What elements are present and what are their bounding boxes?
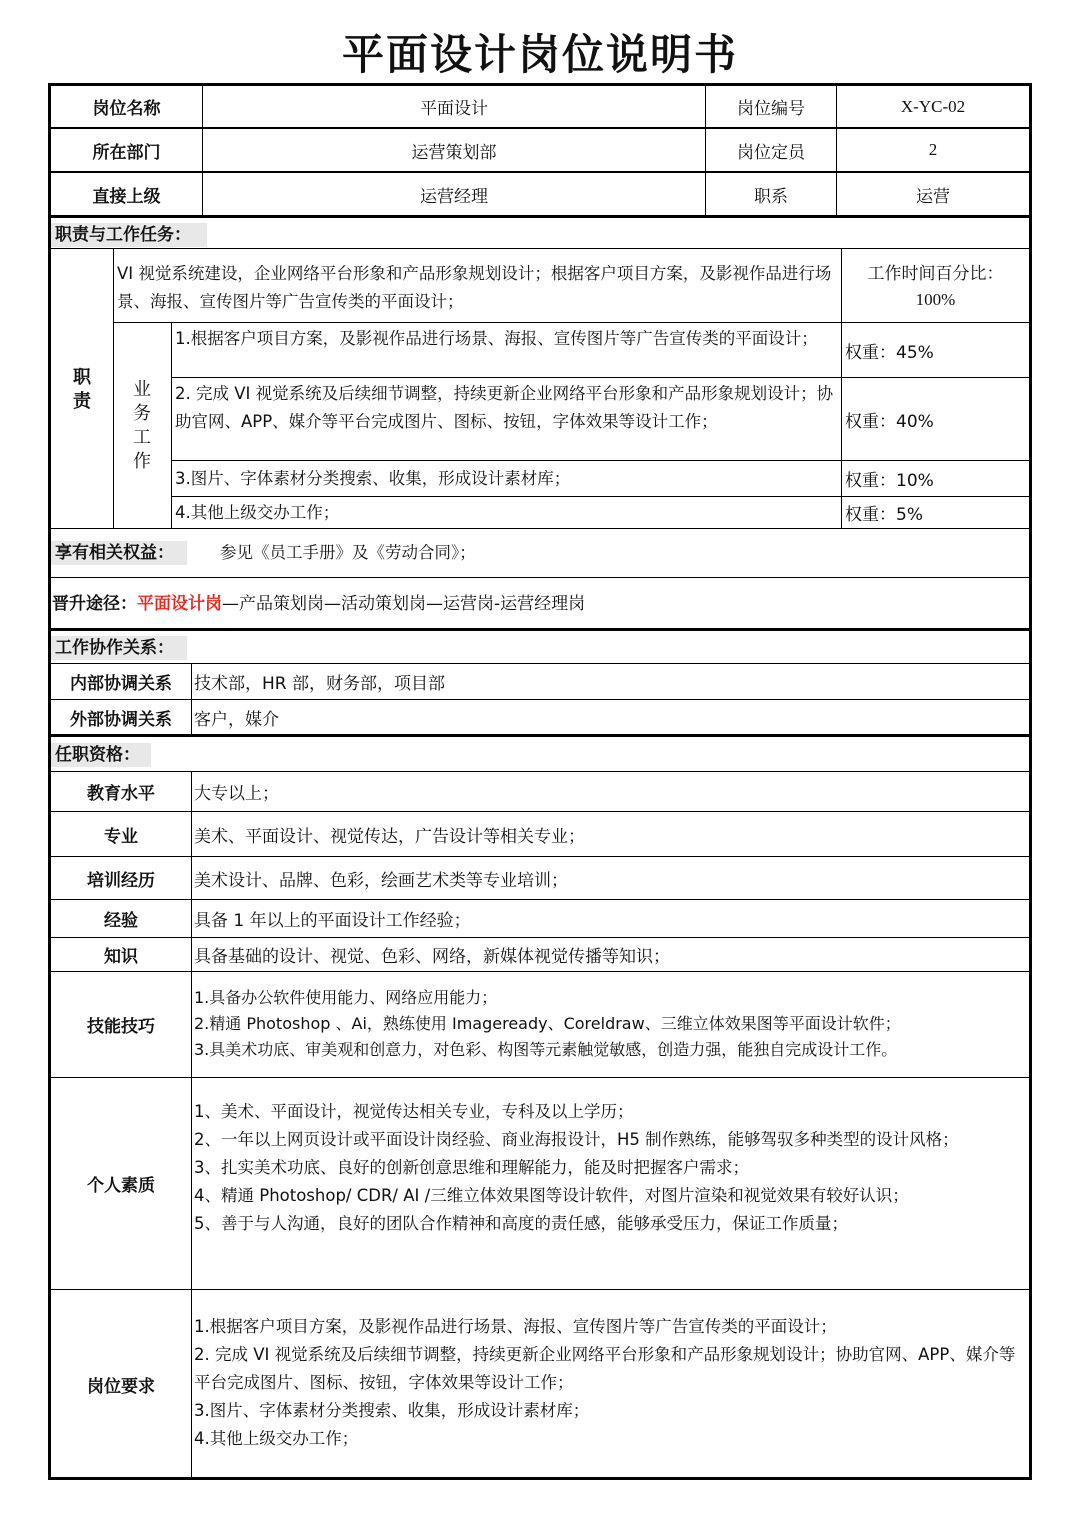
divider [48, 577, 1032, 578]
job-family-value: 运营 [916, 186, 950, 207]
list-item: 5、善于与人沟通，良好的团队合作精神和高度的责任感，能够承受压力，保证工作质量； [194, 1214, 848, 1233]
list-item: 2.精通 Photoshop 、Ai，熟练使用 Imageready、Coreldraw、三维立体效果图等平面设计软件； [194, 1014, 901, 1033]
task-weight: 权重：45% [845, 342, 934, 363]
divider [48, 215, 1032, 218]
headcount-value: 2 [928, 140, 938, 159]
list-item: 1.具备办公软件使用能力、网络应用能力； [194, 988, 498, 1007]
divider [48, 628, 1032, 631]
knowledge-label: 知识 [104, 947, 138, 967]
divider [48, 528, 1032, 529]
task-weight: 权重：40% [845, 411, 934, 432]
education-label: 教育水平 [87, 784, 155, 804]
divider [191, 664, 192, 735]
job-family-label: 职系 [754, 186, 788, 207]
personal-quality-list [194, 1098, 1028, 1238]
time-percentage-label: 工作时间百分比： [867, 264, 1004, 284]
internal-relation-value: 技术部，HR 部，财务部，项目部 [194, 674, 445, 694]
training-label: 培训经历 [87, 870, 155, 891]
list-item: 1.根据客户项目方案，及影视作品进行场景、海报、宣传图片等广告宣传类的平面设计； [194, 1317, 837, 1336]
skills-label: 技能技巧 [87, 1017, 155, 1037]
divider [48, 1289, 1032, 1290]
cooperation-section-title: 工作协作关系： [51, 636, 187, 660]
task-item: 1.根据客户项目方案，及影视作品进行场景、海报、宣传图片等广告宣传类的平面设计； [175, 329, 818, 348]
task-weight: 权重：10% [845, 471, 934, 491]
business-label-char: 作 [133, 451, 151, 472]
divider [48, 1077, 1032, 1078]
position-name-label: 岗位名称 [92, 99, 161, 119]
duties-side-char: 责 [73, 391, 91, 412]
training-value: 美术设计、品牌、色彩，绘画艺术类等专业培训； [194, 870, 568, 891]
external-relation-value: 客户，媒介 [194, 709, 279, 730]
major-label: 专业 [104, 826, 138, 847]
benefits-label: 享有相关权益： [51, 541, 187, 565]
divider [48, 734, 1032, 737]
promotion-current: 平面设计岗 [137, 594, 222, 614]
list-item: 3.具美术功底、审美观和创意力，对色彩、构图等元素触觉敏感，创造力强，能独自完成设计工作。 [194, 1040, 898, 1059]
list-item: 4、精通 Photoshop/ CDR/ AI /三维立体效果图等设计软件，对图片渲染和视觉效果有较好认识； [194, 1186, 909, 1205]
knowledge-value: 具备基础的设计、视觉、色彩、网络，新媒体视觉传播等知识； [194, 947, 670, 967]
divider [48, 971, 1032, 972]
department-label: 所在部门 [92, 142, 161, 163]
task-weight: 权重：5% [845, 505, 923, 525]
supervisor-label: 直接上级 [92, 186, 161, 207]
task-item: 2. 完成 VI 视觉系统及后续细节调整，持续更新企业网络平台形象和产品形象规划设计；协助官网、APP、媒介等平台完成图片、图标、按钮，字体效果等设计工作； [175, 384, 834, 431]
duties-side-label [70, 366, 94, 414]
external-relation-label: 外部协调关系 [70, 709, 172, 730]
experience-value: 具备 1 年以上的平面设计工作经验； [194, 911, 471, 931]
time-percentage-value: 100% [915, 290, 956, 309]
qualifications-section-title: 任职资格： [51, 743, 151, 767]
benefits-value: 参见《员工手册》及《劳动合同》； [220, 543, 476, 562]
divider [191, 772, 192, 1478]
position-code-label: 岗位编号 [737, 99, 805, 119]
time-percentage [842, 258, 1029, 316]
promotion-label: 晋升途径： [52, 594, 137, 614]
promotion-path [52, 590, 1022, 618]
list-item: 2. 完成 VI 视觉系统及后续细节调整，持续更新企业网络平台形象和产品形象规划设计；协助官网、APP、媒介等平台完成图片、图标、按钮，字体效果等设计工作； [194, 1345, 1016, 1392]
headcount-label: 岗位定员 [737, 142, 805, 163]
internal-relation-label: 内部协调关系 [70, 674, 172, 694]
major-value: 美术、平面设计、视觉传达，广告设计等相关专业； [194, 826, 585, 847]
business-label-char: 工 [133, 427, 151, 448]
task-item: 3.图片、字体素材分类搜索、收集，形成设计素材库； [175, 469, 571, 488]
list-item: 4.其他上级交办工作； [194, 1429, 359, 1448]
education-value: 大专以上； [194, 784, 279, 804]
promotion-steps: —产品策划岗—活动策划岗—运营岗-运营经理岗 [222, 594, 586, 614]
business-label-char: 务 [133, 403, 151, 424]
duties-section-title: 职责与工作任务： [51, 223, 207, 247]
job-requirements-label: 岗位要求 [87, 1376, 155, 1397]
task-item: 4.其他上级交办工作； [175, 503, 340, 522]
page-title: 平面设计岗位说明书 [341, 30, 738, 79]
business-label [130, 378, 154, 474]
supervisor-value: 运营经理 [420, 186, 488, 207]
duties-side-char: 职 [73, 367, 91, 388]
list-item: 3、扎实美术功底、良好的创新创意思维和理解能力，能及时把握客户需求； [194, 1158, 749, 1177]
skills-list [194, 985, 1028, 1063]
divider [48, 248, 1032, 249]
position-name-value: 平面设计 [420, 99, 488, 119]
department-value: 运营策划部 [411, 142, 497, 163]
business-label-char: 业 [133, 379, 151, 400]
job-requirements-list [194, 1313, 1028, 1453]
position-code-value: X-YC-02 [900, 96, 966, 116]
divider [113, 249, 114, 528]
experience-label: 经验 [104, 911, 138, 931]
list-item: 3.图片、字体素材分类搜索、收集，形成设计素材库； [194, 1401, 590, 1420]
personal-quality-label: 个人素质 [87, 1176, 155, 1196]
list-item: 2、一年以上网页设计或平面设计岗经验、商业海报设计，H5 制作熟练，能够驾驭多种类型的设计风格； [194, 1130, 959, 1149]
duties-overview: VI 视觉系统建设，企业网络平台形象和产品形象规划设计；根据客户项目方案，及影视作品进行场景、海报、宣传图片等广告宣传类的平面设计； [117, 264, 832, 311]
list-item: 1、美术、平面设计，视觉传达相关专业，专科及以上学历； [194, 1102, 634, 1121]
divider [171, 323, 172, 528]
